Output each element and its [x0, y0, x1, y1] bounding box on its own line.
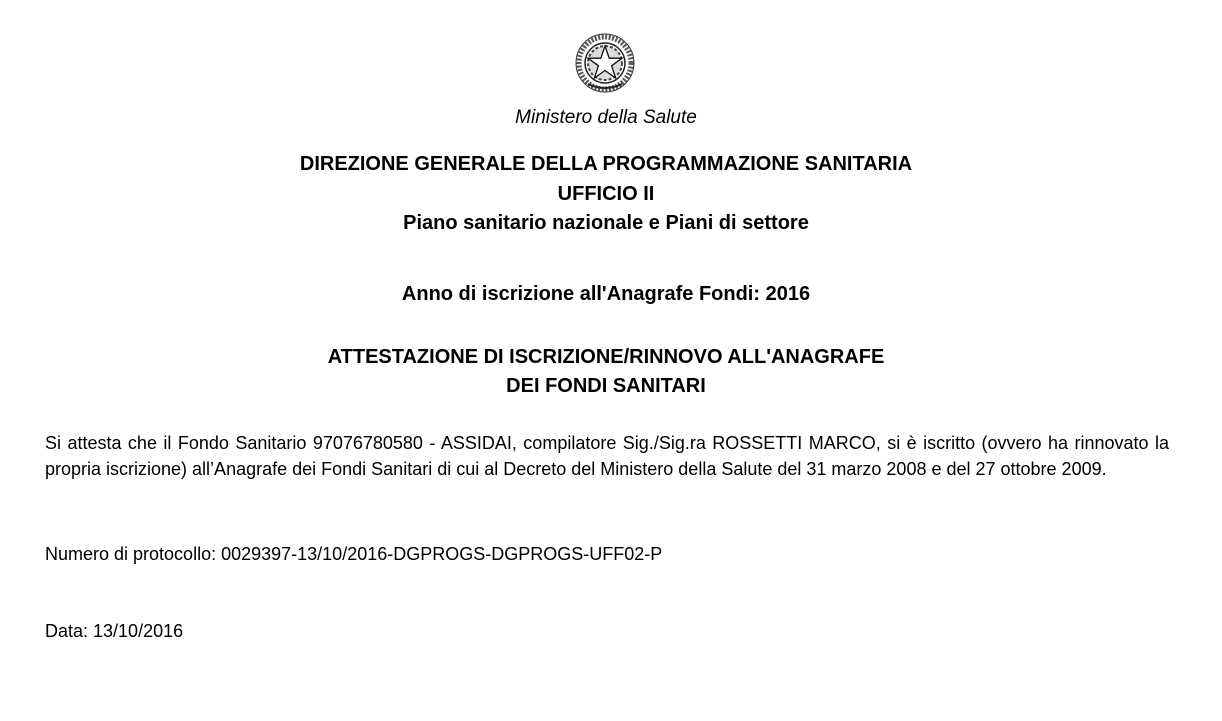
office-heading: UFFICIO II — [557, 183, 655, 205]
italian-republic-emblem-icon — [574, 32, 636, 94]
document-date: Data: 13/10/2016 — [45, 621, 184, 641]
attestation-paragraph: Si attesta che il Fondo Sanitario 97076780580 - ASSIDAI, compilatore Sig./Sig.ra ROSSETTI MARCO, si è iscritto (ovvero ha rinnovato la propria iscrizione) all’Anagrafe dei Fondi Sanitari di cui al Decreto del Ministero della Salute del 31 marzo 2008 e del 27 ottobre 2009. — [45, 433, 1169, 479]
attestation-title-line-1: ATTESTAZIONE DI ISCRIZIONE/RINNOVO ALL'ANAGRAFE — [327, 346, 885, 368]
attestation-title-line-2: DEI FONDI SANITARI — [506, 375, 706, 397]
protocol-number: Numero di protocollo: 0029397-13/10/2016-DGPROGS-DGPROGS-UFF02-P — [45, 544, 663, 564]
plan-heading: Piano sanitario nazionale e Piani di settore — [403, 212, 809, 234]
department-heading: DIREZIONE GENERALE DELLA PROGRAMMAZIONE SANITARIA — [299, 153, 913, 175]
ministry-name: Ministero della Salute — [515, 107, 697, 128]
registration-year: Anno di iscrizione all'Anagrafe Fondi: 2016 — [401, 283, 811, 305]
